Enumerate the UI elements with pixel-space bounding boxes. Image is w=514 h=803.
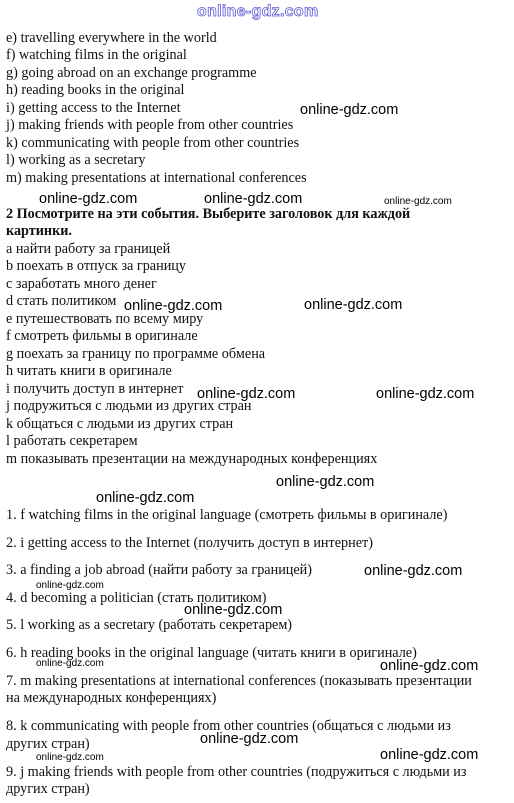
watermark: online-gdz.com [184, 602, 283, 618]
english-item-k: k) communicating with people from other countries [6, 135, 300, 151]
watermark: online-gdz.com [304, 297, 403, 313]
russian-item-e: e путешествовать по всему миру [6, 311, 204, 327]
answer-7-continued: на международных конференциях) [6, 690, 217, 706]
answer-1: 1. f watching films in the original language (смотреть фильмы в оригинале) [6, 507, 448, 523]
russian-item-i: i получить доступ в интернет [6, 381, 184, 397]
english-item-m: m) making presentations at international conferences [6, 170, 307, 186]
watermark: online-gdz.com [380, 747, 479, 763]
russian-item-c: c заработать много денег [6, 276, 157, 292]
watermark: online-gdz.com [204, 191, 303, 207]
russian-item-l: l работать секретарем [6, 433, 138, 449]
answer-9-continued: других стран) [6, 781, 90, 797]
task-heading-continued: картинки. [6, 223, 72, 239]
english-item-l: l) working as a secretary [6, 152, 146, 168]
russian-item-b: b поехать в отпуск за границу [6, 258, 186, 274]
russian-item-d: d стать политиком [6, 293, 117, 309]
russian-item-h: h читать книги в оригинале [6, 363, 172, 379]
russian-item-m: m показывать презентации на международных конференциях [6, 451, 378, 467]
answer-9: 9. j making friends with people from other countries (подружиться с людьми из [6, 764, 467, 780]
watermark: online-gdz.com [364, 563, 463, 579]
answer-8: 8. k communicating with people from other countries (общаться с людьми из [6, 718, 451, 734]
watermark: online-gdz.com [380, 658, 479, 674]
watermark: online-gdz.com [36, 580, 104, 591]
watermark: online-gdz.com [376, 386, 475, 402]
task-heading: 2 Посмотрите на эти события. Выберите заголовок для каждой [6, 206, 411, 222]
english-item-e: e) travelling everywhere in the world [6, 30, 217, 46]
answer-5: 5. l working as a secretary (работать секретарем) [6, 617, 293, 633]
watermark: online-gdz.com [36, 752, 104, 763]
answer-3: 3. a finding a job abroad (найти работу за границей) [6, 562, 312, 578]
watermark: online-gdz.com [300, 102, 399, 118]
russian-item-a: a найти работу за границей [6, 241, 171, 257]
watermark: online-gdz.com [124, 298, 223, 314]
answer-2: 2. i getting access to the Internet (получить доступ в интернет) [6, 535, 373, 551]
answer-8-continued: других стран) [6, 736, 90, 752]
watermark: online-gdz.com [200, 731, 299, 747]
answer-4: 4. d becoming a politician (стать политиком) [6, 590, 267, 606]
watermark: online-gdz.com [39, 191, 138, 207]
answer-6: 6. h reading books in the original language (читать книги в оригинале) [6, 645, 417, 661]
english-item-f: f) watching films in the original [6, 47, 187, 63]
russian-item-f: f смотреть фильмы в оригинале [6, 328, 198, 344]
watermark: online-gdz.com [197, 386, 296, 402]
english-item-h: h) reading books in the original [6, 82, 185, 98]
watermark: online-gdz.com [384, 196, 452, 207]
english-item-i: i) getting access to the Internet [6, 100, 181, 116]
russian-item-j: j подружиться с людьми из других стран [6, 398, 252, 414]
russian-item-g: g поехать за границу по программе обмена [6, 346, 266, 362]
watermark: online-gdz.com [276, 474, 375, 490]
russian-item-k: k общаться с людьми из других стран [6, 416, 234, 432]
watermark: online-gdz.com [36, 658, 104, 669]
watermark-top: online-gdz.com [197, 3, 319, 20]
english-item-j: j) making friends with people from other countries [6, 117, 294, 133]
watermark: online-gdz.com [96, 490, 195, 506]
english-item-g: g) going abroad on an exchange programme [6, 65, 257, 81]
answer-7: 7. m making presentations at international conferences (показывать презентации [6, 673, 472, 689]
